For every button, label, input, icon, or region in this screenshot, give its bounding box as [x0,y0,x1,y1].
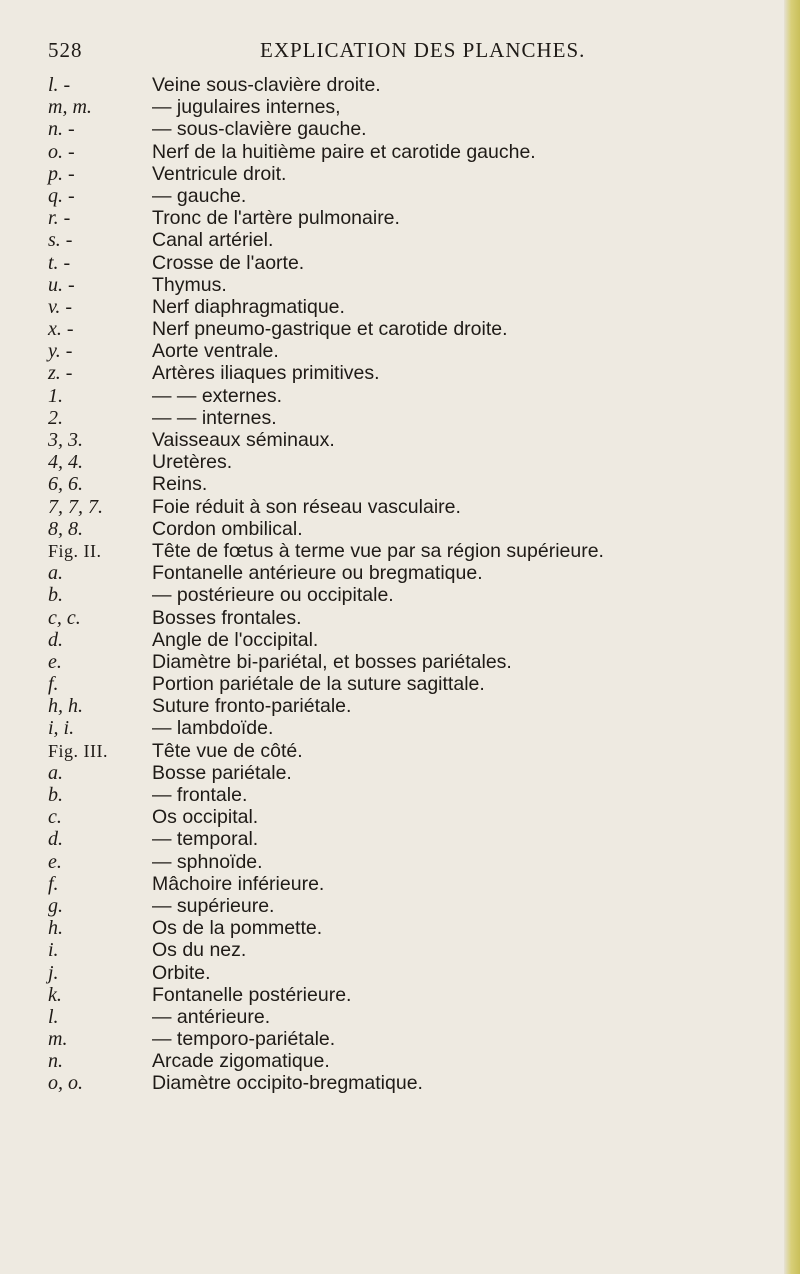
entry-description: Vaisseaux séminaux. [152,429,335,451]
entry-label: f. [48,872,59,895]
entry-description: — jugulaires internes, [152,96,341,119]
entry-description: Bosses frontales. [152,606,302,629]
entry-label: n. - [48,118,75,141]
entry-description: Nerf de la huitième paire et carotide gauche. [152,140,536,163]
legend-entry [48,74,788,96]
figure-heading-label: Fig. II. [48,540,102,561]
entry-label: n. [48,1050,63,1073]
entry-description: Bosse pariétale. [152,761,292,784]
entry-label: 7, 7, 7. [48,495,103,518]
entry-description: — — internes. [152,406,277,429]
entry-description: Uretères. [152,451,233,474]
legend-entry [48,385,788,407]
entry-description: Reins. [152,473,208,496]
legend-entry [48,939,788,961]
legend-entry [48,917,788,939]
entry-label: o, o. [48,1072,83,1095]
legend-entry [48,651,788,673]
entry-label: c. [48,806,62,829]
running-title: EXPLICATION DES PLANCHES. [260,38,586,62]
entry-label: a. [48,562,63,585]
entry-description: Ventricule droit. [152,162,287,185]
entry-description: — antérieure. [152,1005,271,1028]
entry-label: 2. [48,406,63,429]
entry-label: r. - [48,207,71,230]
legend-entry [48,1072,788,1094]
entry-description: Veine sous-clavière droite. [152,74,381,96]
entry-description: Canal artériel. [152,229,274,252]
entry-label: 8, 8. [48,517,83,540]
entry-label: a. [48,761,63,784]
entry-label: 6, 6. [48,473,83,496]
page-number: 528 [48,38,83,62]
entry-description: Diamètre bi-pariétal, et bosses pariétales. [152,650,512,673]
entry-label: y. - [48,340,73,363]
entry-description: Mâchoire inférieure. [152,872,325,895]
entry-description: Aorte ventrale. [152,340,279,363]
legend-entry [48,562,788,584]
entry-label: d. [48,828,63,851]
entry-description: Fontanelle antérieure ou bregmatique. [152,562,483,585]
entry-label: v. - [48,295,73,318]
entry-label: l. - [48,74,71,96]
entry-label: 4, 4. [48,451,83,474]
legend-entry [48,163,788,185]
legend-entry [48,873,788,895]
entry-description: Foie réduit à son réseau vasculaire. [152,495,461,518]
entry-label: 3, 3. [48,429,83,451]
legend-entry [48,717,788,739]
entry-label: g. [48,894,63,917]
legend-entry [48,518,788,540]
legend-entry [48,252,788,274]
figure-heading-text: Tête de fœtus à terme vue par sa région supérieure. [152,539,604,562]
entry-label: f. [48,673,59,696]
entry-description: Cordon ombilical. [152,517,303,540]
entry-label: k. [48,983,62,1006]
entry-description: — sous-clavière gauche. [152,118,367,141]
entry-description: Artères iliaques primitives. [152,362,380,385]
entry-description: Angle de l'occipital. [152,628,319,651]
entry-description: Suture fronto-pariétale. [152,695,352,718]
entry-description: Orbite. [152,961,211,984]
legend-entry [48,473,788,495]
entry-description: — lambdoïde. [152,717,274,740]
legend-entry [48,207,788,229]
entry-description: Diamètre occipito-bregmatique. [152,1072,423,1095]
legend-entry [48,828,788,850]
entry-label: l. [48,1005,59,1028]
entry-description: Thymus. [152,273,227,296]
entry-description: Os occipital. [152,806,259,829]
legend-entry [48,118,788,140]
legend-entry [48,784,788,806]
legend-entry [48,296,788,318]
entry-label: i. [48,939,59,962]
legend-entry [48,762,788,784]
legend-entry [48,984,788,1006]
legend-list [48,74,788,1095]
legend-entry [48,695,788,717]
entry-description: — frontale. [152,784,248,806]
entry-label: h. [48,917,63,940]
entry-label: z. - [48,362,73,385]
legend-entry [48,540,788,562]
legend-entry [48,1006,788,1028]
entry-label: e. [48,850,62,873]
legend-entry [48,629,788,651]
entry-description: — temporo-pariétale. [152,1028,336,1051]
entry-label: b. [48,584,63,607]
entry-label: q. - [48,184,75,207]
entry-description: Tronc de l'artère pulmonaire. [152,207,400,230]
entry-description: Fontanelle postérieure. [152,983,352,1006]
legend-entry [48,429,788,451]
legend-entry [48,141,788,163]
legend-entry [48,806,788,828]
entry-label: d. [48,628,63,651]
legend-entry [48,584,788,606]
entry-description: — postérieure ou occipitale. [152,584,394,607]
legend-entry [48,895,788,917]
entry-description: Arcade zigomatique. [152,1050,330,1073]
entry-description: Nerf pneumo-gastrique et carotide droite. [152,318,508,341]
entry-description: — — externes. [152,384,283,407]
entry-label: b. [48,784,63,806]
entry-label: s. - [48,229,73,252]
legend-entry [48,1028,788,1050]
legend-entry [48,1050,788,1072]
legend-entry [48,607,788,629]
legend-entry [48,96,788,118]
entry-description: Crosse de l'aorte. [152,251,305,274]
entry-label: 1. [48,384,63,407]
legend-entry [48,318,788,340]
legend-entry [48,229,788,251]
figure-heading-label: Fig. III. [48,740,108,761]
entry-label: c, c. [48,606,81,629]
legend-entry [48,340,788,362]
entry-label: x. - [48,318,74,341]
entry-label: t. - [48,251,71,274]
legend-entry [48,407,788,429]
entry-description: Portion pariétale de la suture sagittale. [152,673,485,696]
page-header [48,38,768,68]
entry-label: e. [48,650,62,673]
entry-description: — supérieure. [152,894,275,917]
entry-description: Nerf diaphragmatique. [152,295,345,318]
legend-entry [48,851,788,873]
entry-label: m, m. [48,96,92,119]
entry-description: Os du nez. [152,939,247,962]
entry-description: Os de la pommette. [152,917,323,940]
legend-entry [48,185,788,207]
legend-entry [48,451,788,473]
entry-label: u. - [48,273,75,296]
legend-entry [48,362,788,384]
entry-label: o. - [48,140,75,163]
entry-label: h, h. [48,695,83,718]
legend-entry [48,274,788,296]
entry-description: — sphnoïde. [152,850,263,873]
entry-label: j. [48,961,59,984]
entry-label: m. [48,1028,68,1051]
legend-entry [48,673,788,695]
legend-entry [48,962,788,984]
entry-description: — gauche. [152,184,247,207]
entry-description: — temporal. [152,828,259,851]
entry-label: i, i. [48,717,75,740]
legend-entry [48,740,788,762]
entry-label: p. - [48,162,75,185]
figure-heading-text: Tête vue de côté. [152,739,303,762]
legend-entry [48,496,788,518]
